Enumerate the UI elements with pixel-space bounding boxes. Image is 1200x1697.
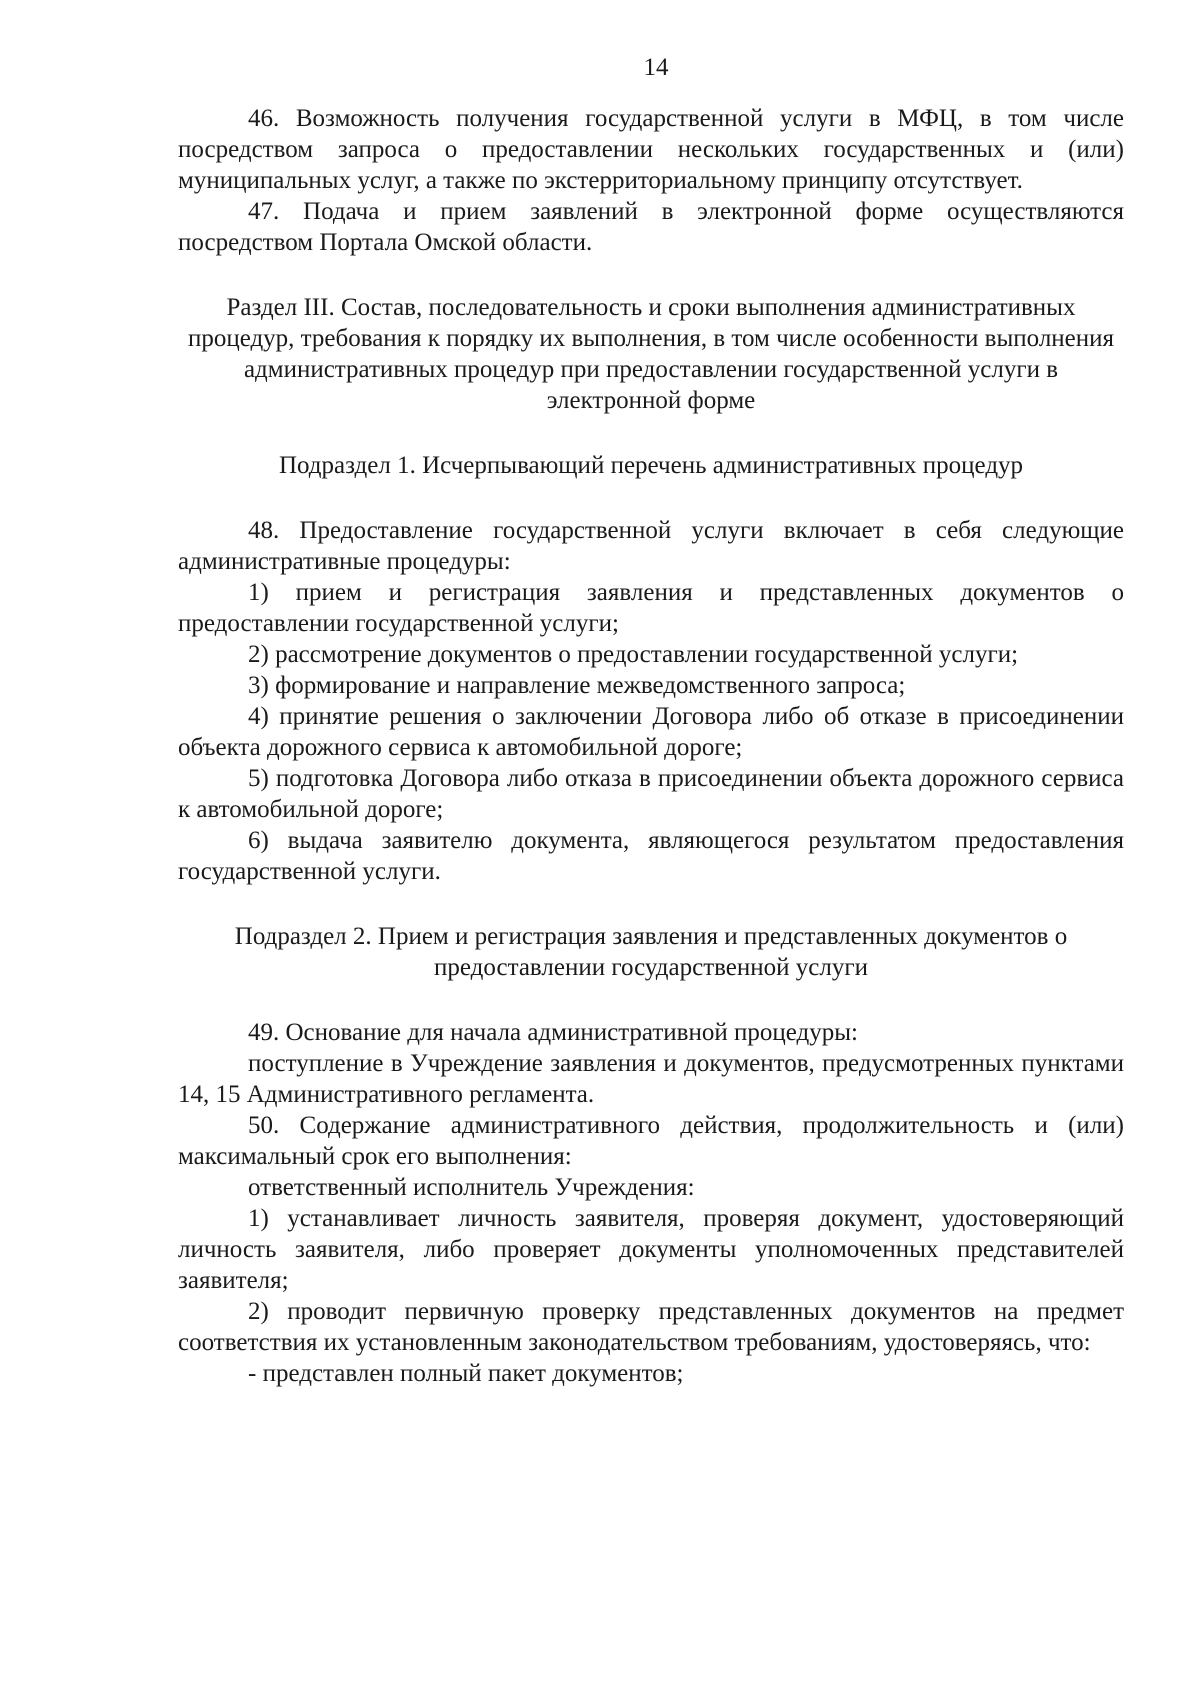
list-item: 1) устанавливает личность заявителя, проверяя документ, удостоверяющий личность заявителя, либо проверяет документы уполномоченных представителей заявителя;: [178, 1205, 1124, 1294]
paragraph-49-text: поступление в Учреждение заявления и документов, предусмотренных пунктами 14, 15 Административного регламента.: [178, 1050, 1124, 1108]
paragraph-48: 48. Предоставление государственной услуги включает в себя следующие административные процедуры:: [178, 517, 1124, 575]
section-heading: Раздел III. Состав, последовательность и сроки выполнения административных процедур, требования к порядку их выполнения, в том числе особенности выполнения административных процедур при предоставлении государственной услуги в электронной форме: [187, 294, 1115, 414]
page-number: 14: [643, 54, 669, 81]
list-item: 4) принятие решения о заключении Договора либо об отказе в присоединении объекта дорожного сервиса к автомобильной дороге;: [178, 703, 1124, 761]
list-item: - представлен полный пакет документов;: [248, 1360, 684, 1387]
paragraph-50-text: ответственный исполнитель Учреждения:: [248, 1174, 695, 1201]
document-page: [178, 52, 1124, 1389]
list-item: 5) подготовка Договора либо отказа в присоединении объекта дорожного сервиса к автомобильной дороге;: [178, 765, 1124, 823]
list-item: 2) проводит первичную проверку представленных документов на предмет соответствия их установленным законодательством требованиям, удостоверяясь, что:: [178, 1298, 1124, 1356]
paragraph-46: 46. Возможность получения государственной услуги в МФЦ, в том числе посредством запроса о предоставлении нескольких государственных и (или) муниципальных услуг, а также по экстерриториальному принципу отсутствует.: [178, 105, 1124, 194]
list-item: 6) выдача заявителю документа, являющегося результатом предоставления государственной услуги.: [178, 827, 1124, 885]
paragraph-49: 49. Основание для начала административной процедуры:: [248, 1019, 858, 1046]
paragraph-50: 50. Содержание административного действия, продолжительность и (или) максимальный срок его выполнения:: [178, 1112, 1124, 1170]
list-item: 2) рассмотрение документов о предоставлении государственной услуги;: [248, 641, 1019, 668]
list-item: 3) формирование и направление межведомственного запроса;: [248, 672, 906, 699]
subsection-1-heading: Подраздел 1. Исчерпывающий перечень административных процедур: [278, 452, 1024, 479]
list-item: 1) прием и регистрация заявления и представленных документов о предоставлении государственной услуги;: [178, 579, 1124, 637]
paragraph-47: 47. Подача и прием заявлений в электронной форме осуществляются посредством Портала Омской области.: [178, 198, 1124, 256]
subsection-2-heading: Подраздел 2. Прием и регистрация заявления и представленных документов о предоставлении государственной услуги: [234, 923, 1068, 981]
